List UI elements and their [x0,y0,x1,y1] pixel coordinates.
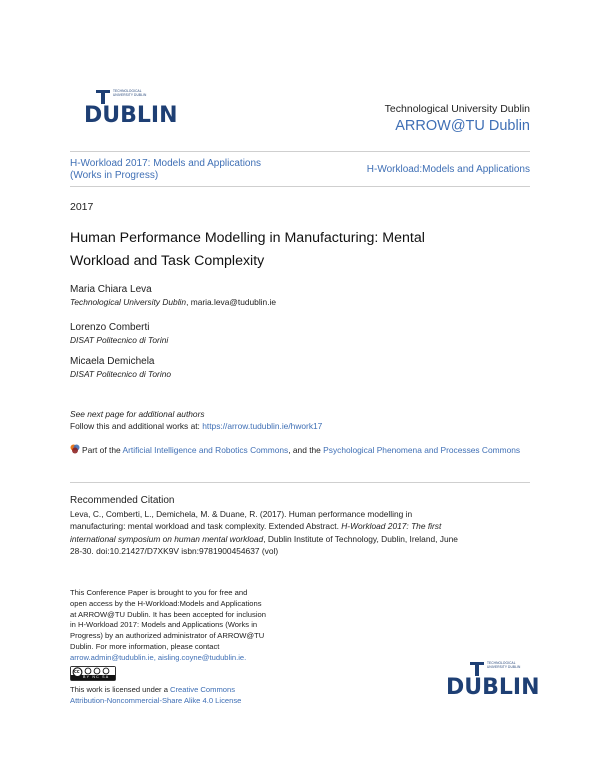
footer-line-3: at ARROW@TU Dublin. It has been accepted for inclusion [70,609,266,619]
divider-bottom [70,482,530,483]
license-line [70,684,330,706]
citation-line-3 [70,533,540,545]
citation-line-2-text: manufacturing: mental workload and task complexity. Extended Abstract. [70,521,342,532]
partof-prefix: Part of the [82,445,123,455]
author-1-name: Maria Chiara Leva [70,284,152,295]
cc-badge-box [70,666,116,681]
footer-line-6: Dublin. For more information, please contact [70,641,220,651]
follow-line [70,421,322,432]
footer-logo-t-stem [475,662,479,676]
ai-robotics-commons-link[interactable]: Artificial Intelligence and Robotics Commons [122,445,289,455]
footer-line-5: Progress) by an authorized administrator of ARROW@TU [70,631,265,641]
cc-badge-text: BY NC SA [83,675,110,679]
cc-icon: cc [74,669,80,675]
footer-line-4: in H-Workload 2017: Models and Applications (Works in [70,620,258,630]
author-3-name: Micaela Demichela [70,356,155,367]
divider-top [70,151,530,152]
footer-line-1: This Conference Paper is brought to you for free and [70,588,248,597]
creative-commons-link[interactable]: Creative Commons [170,685,236,694]
footer-logo-small-text: TECHNOLOGICAL UNIVERSITY DUBLIN [487,661,521,669]
author-3-affiliation: DISAT Politecnico di Torino [70,369,172,379]
citation-line-3-text: , Dublin Institute of Technology, Dublin, Ireland, June [263,533,458,544]
divider-middle [70,186,530,187]
author-1-affil-text: Technological University Dublin [70,297,187,307]
footer-logo-wordmark: DUBLIN [446,675,540,700]
tu-dublin-logo-footer [444,658,544,706]
license-name-link[interactable]: Attribution-Noncommercial-Share Alike 4.0 License [70,696,242,705]
contact-email-link[interactable]: arrow.admin@tudublin.ie, aisling.coyne@tudublin.ie. [70,652,247,662]
citation-line-2-italic: H-Workload 2017: The first [341,521,442,532]
citation-line-3-italic: international symposium on human mental workload [70,533,264,544]
cc-license-badge[interactable] [70,666,116,686]
citation-body [70,508,540,557]
author-3 [70,355,171,380]
collection-left-link[interactable]: H-Workload 2017: Models and Applications (Works in Progress) [70,158,262,181]
university-name: Technological University Dublin [384,103,530,115]
author-1-affiliation [70,297,276,308]
citation-line-2 [70,520,540,532]
citation-line-4: 28-30. doi:10.21427/D7XK9V isbn:9781900454637 (vol) [70,545,279,556]
partof-middle: , and the [288,445,324,455]
logo-t-stem [101,90,105,104]
footer-line-2: open access by the H-Workload:Models and Applications [70,598,262,608]
year: 2017 [70,201,94,213]
paper-title: Human Performance Modelling in Manufacturing: Mental Workload and Task Complexity [70,230,425,269]
author-2-affiliation: DISAT Politecnico di Torini [70,335,169,345]
open-access-note [70,588,330,664]
follow-url-link[interactable]: https://arrow.tudublin.ie/hwork17 [202,421,323,431]
license-prefix: This work is licensed under a [70,685,171,694]
commons-icon [70,444,80,454]
citation-line-1: Leva, C., Comberti, L., Demichela, M. & Duane, R. (2017). Human performance modelling in [70,509,413,519]
part-of [70,443,530,458]
tu-dublin-logo [70,86,178,134]
logo-small-text: TECHNOLOGICAL UNIVERSITY DUBLIN [113,89,147,97]
author-1-email: , maria.leva@tudublin.ie [186,297,277,307]
follow-prefix: Follow this and additional works at: [70,421,203,431]
collection-right-link[interactable]: H-Workload:Models and Applications [366,164,530,175]
author-2 [70,321,168,346]
author-2-name: Lorenzo Comberti [70,322,150,333]
more-authors-note: See next page for additional authors [70,409,205,419]
citation-heading: Recommended Citation [70,495,175,506]
repository-link[interactable]: ARROW@TU Dublin [395,118,530,134]
author-1 [70,283,276,308]
psych-phenomena-commons-link[interactable]: Psychological Phenomena and Processes Commons [323,445,521,455]
logo-wordmark: DUBLIN [84,103,178,128]
